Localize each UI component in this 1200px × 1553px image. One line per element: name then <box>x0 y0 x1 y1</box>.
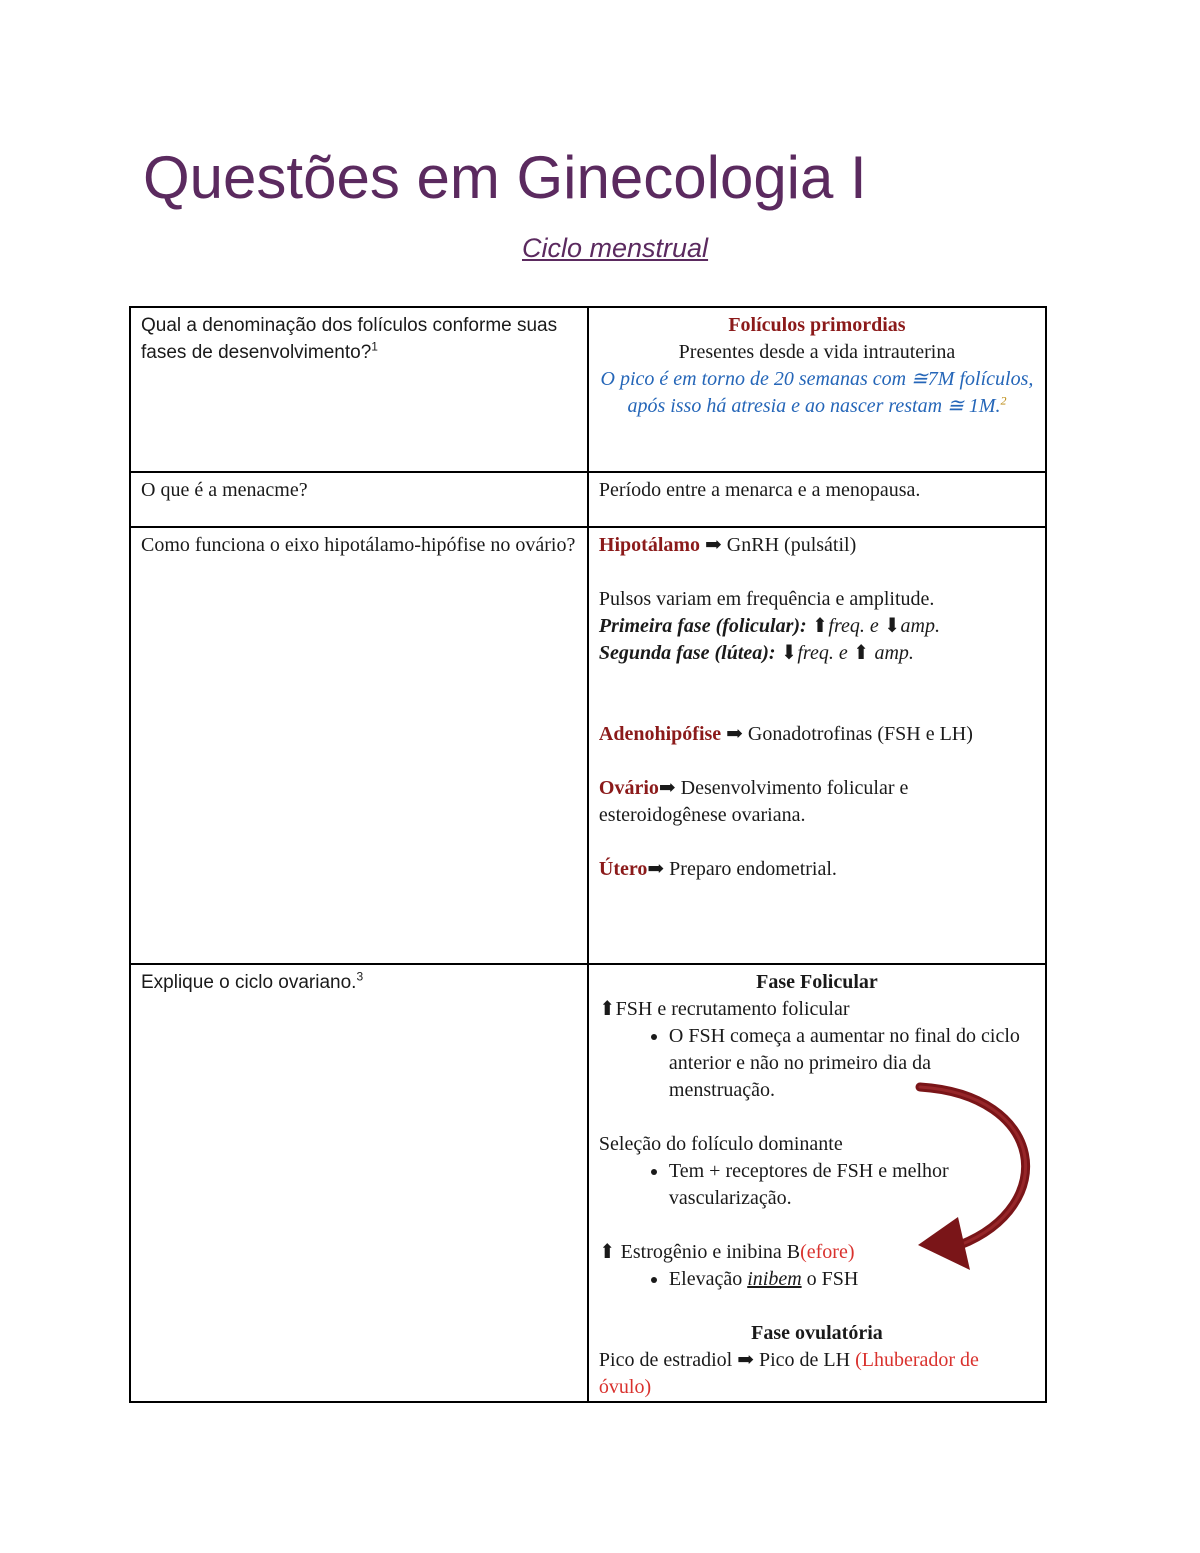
question-text: Como funciona o eixo hipotálamo-hipófise no ovário? <box>141 534 576 556</box>
table-row <box>130 472 1046 527</box>
question-cell <box>130 307 588 472</box>
footnote-ref: 3 <box>356 969 364 984</box>
answer-note: O pico é em torno de 20 semanas com ≅7M folículos, após isso há atresia e ao nascer restam ≅ 1M.$^2$ <box>600 368 1034 417</box>
estrogenio-line: ⬆ Estrogênio e inibina B(efore) <box>598 1241 855 1263</box>
page-title: Questões em Ginecologia I <box>143 144 867 211</box>
selecao-line: Seleção do folículo dominante <box>598 1133 843 1155</box>
question-text: Qual a denominação dos folículos conforme suas fases de desenvolvimento? <box>141 315 558 363</box>
answer-cell <box>588 527 1046 964</box>
question-cell <box>130 527 588 964</box>
hipotalamo-line: Hipotálamo ➡ GnRH (pulsátil) <box>598 534 857 556</box>
question-cell <box>130 472 588 527</box>
fase1-line: Primeira fase (folicular): ⬆freq. e ⬇amp. <box>598 615 940 637</box>
question-cell <box>130 964 588 1402</box>
list-item: • Elevação inibem o FSH <box>669 1266 1035 1293</box>
pulsos-line: Pulsos variam em frequência e amplitude. <box>598 588 935 610</box>
curved-arrow-icon <box>900 1075 1050 1285</box>
footnote-ref: 2 <box>1000 393 1007 408</box>
answer-line: Presentes desde a vida intrauterina <box>678 341 956 363</box>
answer-text: Período entre a menarca e a menopausa. <box>598 479 921 501</box>
ovario-line: Ovário➡ Desenvolvimento folicular e esteroidogênese ovariana. <box>598 777 909 826</box>
question-text: O que é a menacme? <box>141 479 308 501</box>
fsh-line: ⬆FSH e recrutamento folicular <box>598 998 850 1020</box>
utero-line: Útero➡ Preparo endometrial. <box>598 858 837 880</box>
fase-ovulatoria-heading: Fase ovulatória <box>751 1322 883 1344</box>
page-subtitle: Ciclo menstrual <box>522 233 709 263</box>
list-item: • Tem + receptores de FSH e melhor vascularização. <box>669 1158 1035 1212</box>
table-row <box>130 527 1046 964</box>
fase2-line: Segunda fase (lútea): ⬇freq. e ⬆ amp. <box>598 642 914 664</box>
adenohipofise-line: Adenohipófise ➡ Gonadotrofinas (FSH e LH) <box>598 723 973 745</box>
fase-folicular-heading: Fase Folicular <box>756 971 878 993</box>
list-item: • O FSH começa a aumentar no final do ciclo anterior e não no primeiro dia da menstruação. <box>669 1023 1035 1104</box>
answer-cell <box>588 472 1046 527</box>
pico-line: Pico de estradiol ➡ Pico de LH (Lhuberador de óvulo) <box>598 1349 979 1398</box>
table-row <box>130 307 1046 472</box>
footnote-ref: 1 <box>371 339 378 354</box>
answer-heading: Folículos primordias <box>728 314 906 336</box>
answer-cell <box>588 307 1046 472</box>
question-text: Explique o ciclo ovariano. <box>141 972 357 993</box>
